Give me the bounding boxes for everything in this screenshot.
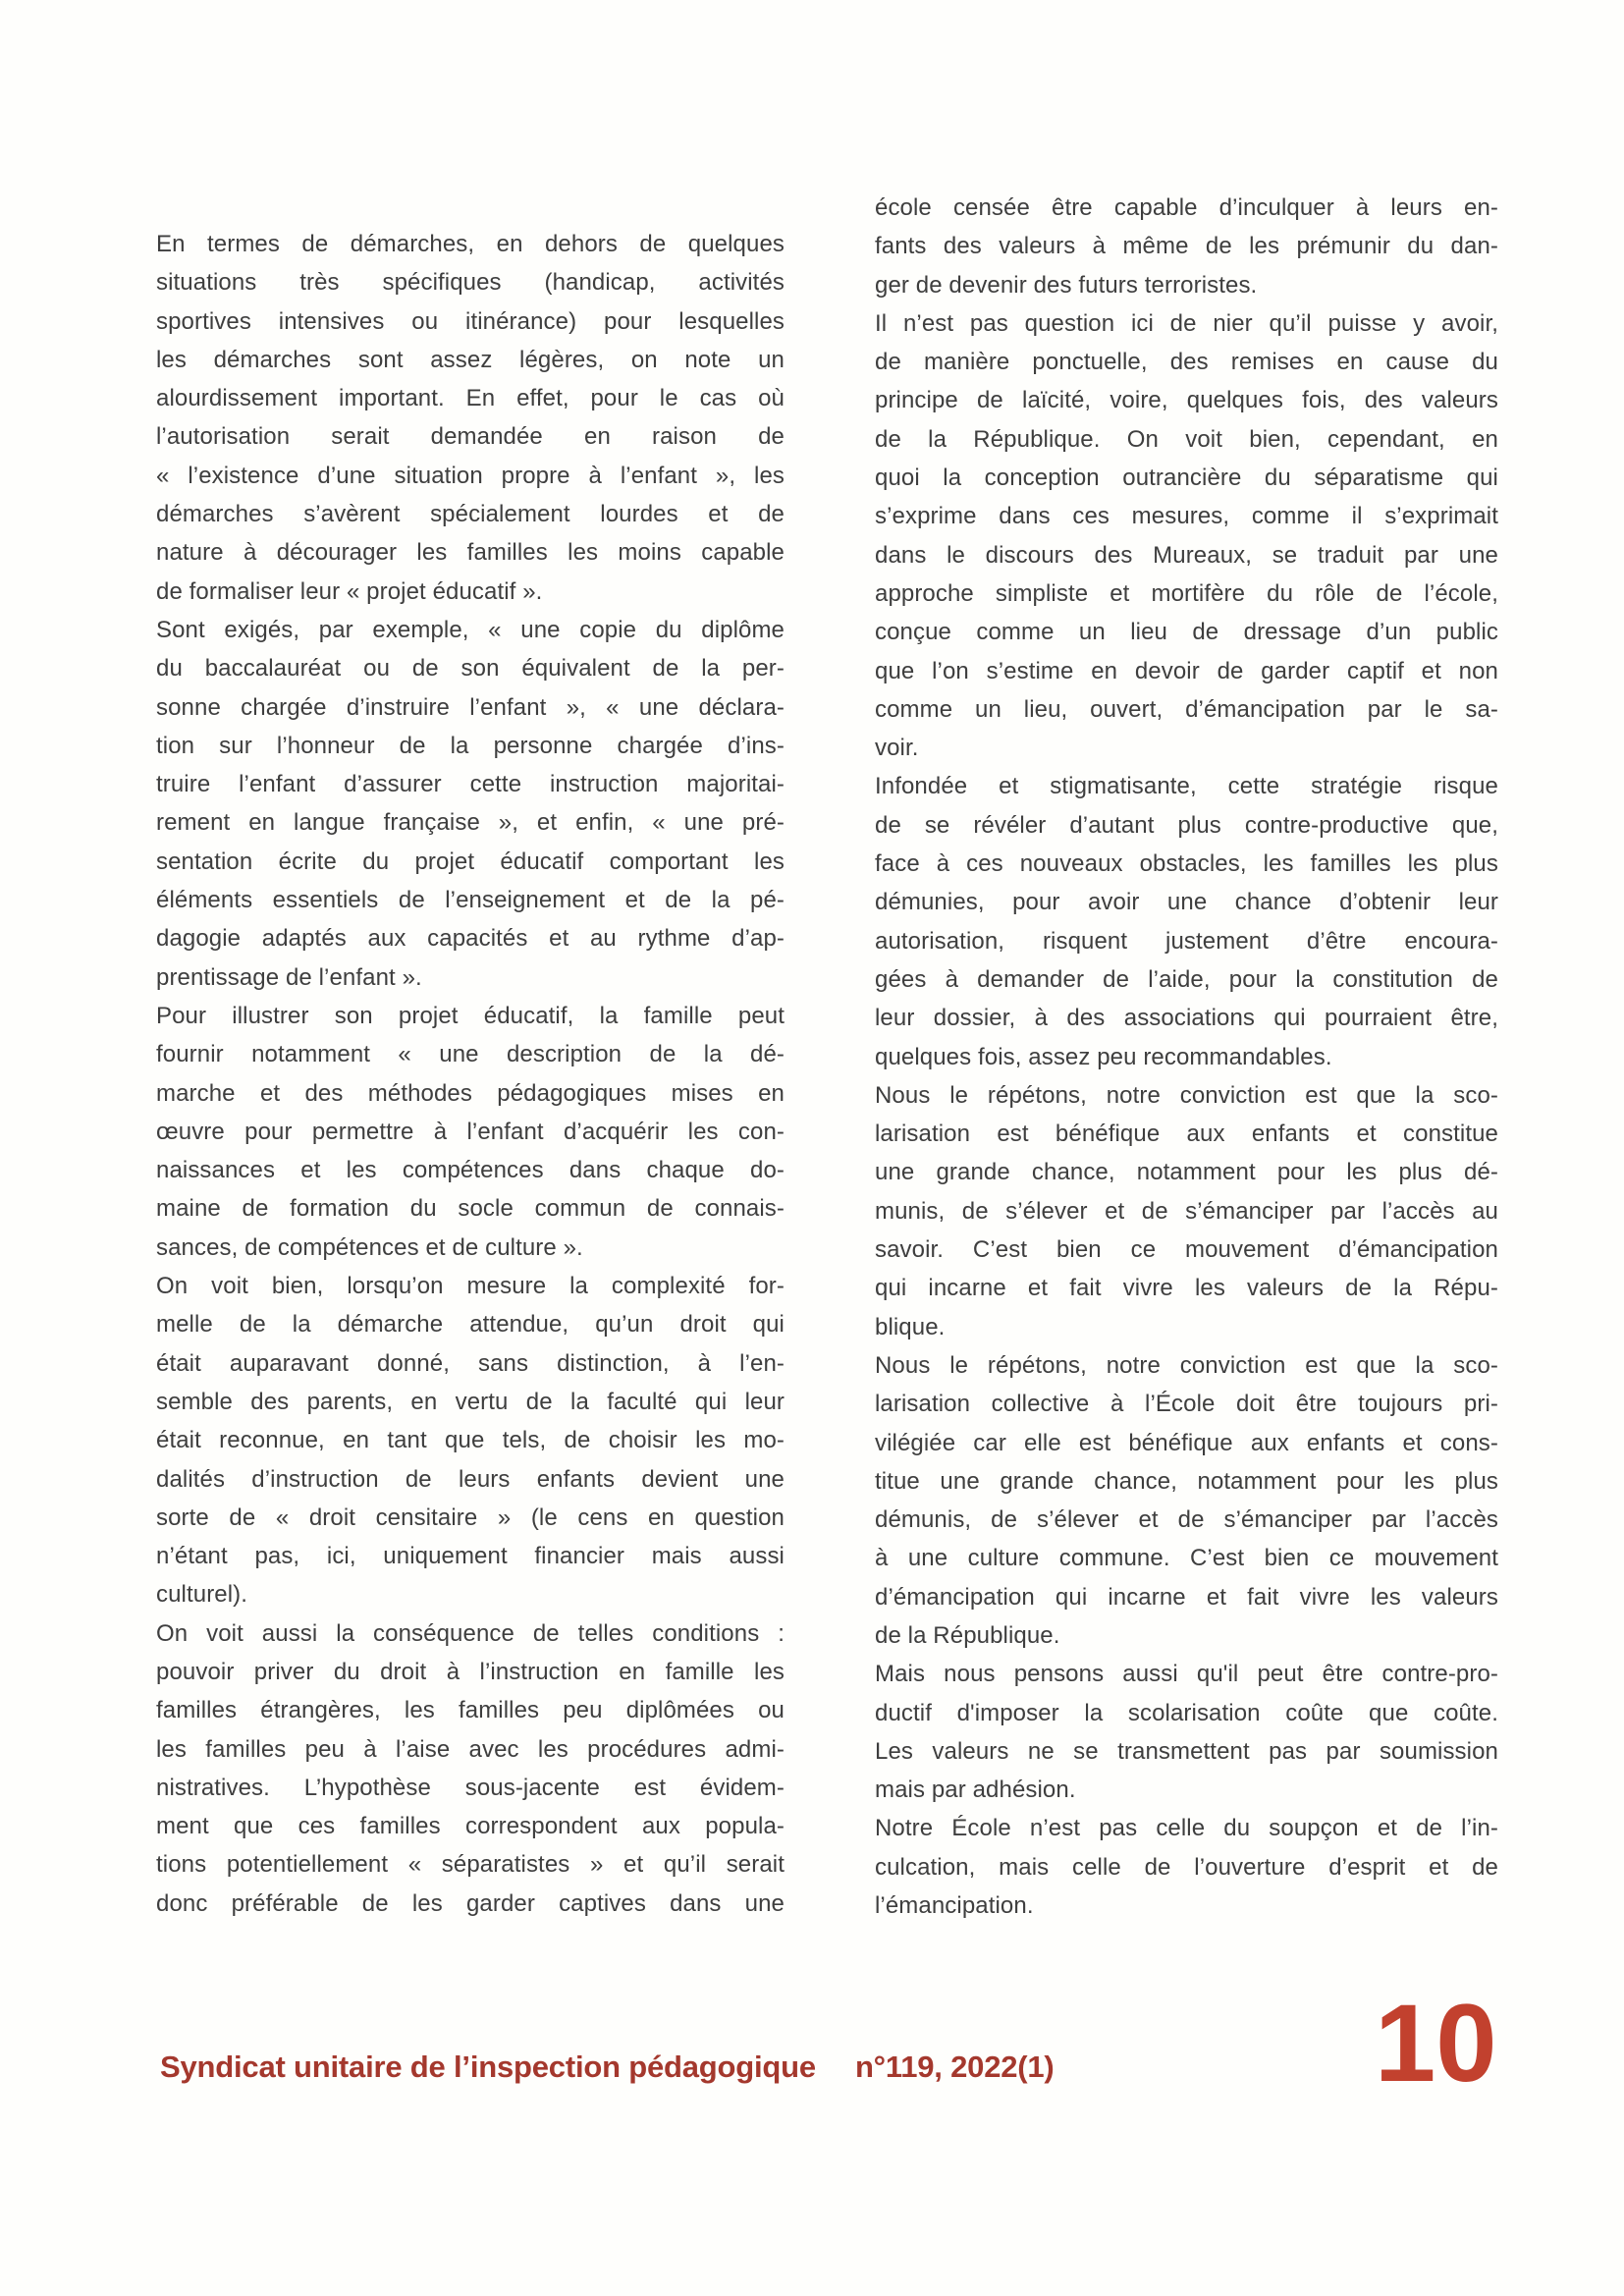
text-line: approche simpliste et mortifère du rôle de l’école, — [875, 579, 1498, 607]
text-line: pouvoir priver du droit à l’instruction en famille les — [156, 1658, 785, 1685]
text-line: comme un lieu, ouvert, d’émancipation par le sa- — [875, 695, 1498, 723]
text-line: On voit aussi la conséquence de telles conditions : — [156, 1619, 785, 1647]
text-line: de formaliser leur « projet éducatif ». — [156, 577, 543, 605]
text-line: dans le discours des Mureaux, se traduit par une — [875, 541, 1498, 569]
text-line: face à ces nouveaux obstacles, les familles les plus — [875, 850, 1498, 878]
text-line: titue une grande chance, notamment pour les plus — [875, 1467, 1498, 1495]
text-line: dalités d’instruction de leurs enfants devient une — [156, 1465, 785, 1493]
text-line: larisation collective à l’École doit être toujours pri- — [875, 1391, 1498, 1418]
text-line: du baccalauréat ou de son équivalent de la per- — [156, 655, 785, 683]
text-line: autorisation, risquent justement d’être encoura- — [875, 927, 1498, 955]
text-line: démarches s’avèrent spécialement lourdes et de — [156, 501, 785, 528]
text-line: que l’on s’estime en devoir de garder captif et non — [875, 657, 1498, 684]
text-line: était auparavant donné, sans distinction, à l’en- — [156, 1349, 785, 1377]
text-line: Les valeurs ne se transmettent pas par soumission — [875, 1737, 1498, 1765]
text-line: sportives intensives ou itinérance) pour lesquelles — [156, 307, 785, 335]
text-line: sances, de compétences et de culture ». — [156, 1233, 583, 1261]
left-text-column — [156, 225, 785, 1923]
footer-publication-title: Syndicat unitaire de l’inspection pédagogique — [160, 2050, 816, 2084]
text-line: Notre École n’est pas celle du soupçon et de l’in- — [875, 1815, 1498, 1842]
text-line: naissances et les compétences dans chaque do- — [156, 1157, 785, 1184]
text-line: nistratives. L’hypothèse sous-jacente est évidem- — [156, 1774, 785, 1801]
text-line: démunis, de s’élever et de s’émanciper par l’accès — [875, 1506, 1498, 1534]
text-line: qui incarne et fait vivre les valeurs de la Répu- — [875, 1275, 1498, 1302]
text-line: principe de laïcité, voire, quelques fois, des valeurs — [875, 387, 1498, 414]
text-line: fournir notamment « une description de la dé- — [156, 1041, 785, 1068]
text-line: familles étrangères, les familles peu diplômées ou — [156, 1697, 785, 1724]
text-line: école censée être capable d’inculquer à leurs en- — [875, 194, 1498, 221]
text-line: de la République. — [875, 1621, 1060, 1649]
text-line: mais par adhésion. — [875, 1777, 1076, 1804]
text-line: Il n’est pas question ici de nier qu’il puisse y avoir, — [875, 309, 1498, 337]
text-line: maine de formation du socle commun de connais- — [156, 1195, 785, 1223]
text-line: sorte de « droit censitaire » (le cens en question — [156, 1503, 785, 1531]
page-number: 10 — [1375, 1982, 1497, 2105]
text-line: les familles peu à l’aise avec les procédures admi- — [156, 1735, 785, 1763]
text-line: à une culture commune. C’est bien ce mouvement — [875, 1545, 1498, 1572]
text-line: dagogie adaptés aux capacités et au rythme d’ap- — [156, 925, 785, 953]
text-line: Infondée et stigmatisante, cette stratégie risque — [875, 773, 1498, 800]
text-line: une grande chance, notamment pour les plus dé- — [875, 1159, 1498, 1186]
text-line: nature à décourager les familles les moins capable — [156, 539, 785, 567]
text-line: de la République. On voit bien, cependant, en — [875, 425, 1498, 453]
text-line: En termes de démarches, en dehors de quelques — [156, 231, 785, 257]
text-line: quelques fois, assez peu recommandables. — [875, 1043, 1332, 1070]
text-line: savoir. C’est bien ce mouvement d’émancipation — [875, 1236, 1498, 1264]
text-line: Mais nous pensons aussi qu'il peut être contre-pro- — [875, 1661, 1498, 1688]
text-line: larisation est bénéfique aux enfants et constitue — [875, 1121, 1498, 1148]
text-line: alourdissement important. En effet, pour le cas où — [156, 385, 785, 412]
text-line: œuvre pour permettre à l’enfant d’acquérir les con- — [156, 1118, 785, 1145]
text-line: tions potentiellement « séparatistes » et qu’il serait — [156, 1851, 785, 1879]
text-line: quoi la conception outrancière du séparatisme qui — [875, 465, 1498, 492]
text-line: de se révéler d’autant plus contre-productive que, — [875, 811, 1498, 839]
text-line: l’émancipation. — [875, 1892, 1034, 1920]
text-line: ment que ces familles correspondent aux popula- — [156, 1813, 785, 1840]
text-line: sentation écrite du projet éducatif comportant les — [156, 847, 785, 875]
text-line: vilégiée car elle est bénéfique aux enfants et cons- — [875, 1429, 1498, 1456]
text-line: « l’existence d’une situation propre à l’enfant », les — [156, 462, 785, 489]
text-line: ger de devenir des futurs terroristes. — [875, 271, 1258, 299]
text-line: Sont exigés, par exemple, « une copie du diplôme — [156, 616, 785, 643]
right-text-column — [875, 189, 1498, 1925]
text-line: rement en langue française », et enfin, « une pré- — [156, 809, 785, 837]
text-line: voir. — [875, 735, 919, 762]
text-line: culturel). — [156, 1581, 248, 1609]
text-line: semble des parents, en vertu de la faculté qui leur — [156, 1388, 785, 1415]
text-line: marche et des méthodes pédagogiques mises en — [156, 1079, 785, 1107]
text-line: ductif d'imposer la scolarisation coûte que coûte. — [875, 1699, 1498, 1726]
text-line: On voit bien, lorsqu’on mesure la complexité for- — [156, 1273, 785, 1300]
text-line: culcation, mais celle de l’ouverture d’esprit et de — [875, 1853, 1498, 1881]
text-line: situations très spécifiques (handicap, activités — [156, 269, 785, 297]
text-line: les démarches sont assez légères, on note un — [156, 346, 785, 373]
text-line: n’étant pas, ici, uniquement financier mais aussi — [156, 1543, 785, 1570]
text-line: leur dossier, à des associations qui pourraient être, — [875, 1005, 1498, 1032]
text-line: gées à demander de l’aide, pour la constitution de — [875, 965, 1498, 993]
text-line: munis, de s’élever et de s’émanciper par l’accès au — [875, 1197, 1498, 1225]
text-line: de manière ponctuelle, des remises en cause du — [875, 349, 1498, 376]
text-line: était reconnue, en tant que tels, de choisir les mo- — [156, 1427, 785, 1454]
text-line: d’émancipation qui incarne et fait vivre les valeurs — [875, 1583, 1498, 1611]
footer-issue-number: n°119, 2022(1) — [854, 2050, 1055, 2084]
text-line: blique. — [875, 1313, 946, 1340]
text-line: démunies, pour avoir une chance d’obtenir leur — [875, 889, 1498, 916]
text-line: melle de la démarche attendue, qu’un droit qui — [156, 1311, 785, 1339]
text-line: prentissage de l’enfant ». — [156, 963, 422, 991]
text-line: tion sur l’honneur de la personne chargée d’ins- — [156, 732, 785, 759]
footer — [160, 2048, 1055, 2087]
text-line: Nous le répétons, notre conviction est que la sco- — [875, 1351, 1498, 1379]
text-line: Pour illustrer son projet éducatif, la famille peut — [156, 1002, 785, 1029]
text-line: sonne chargée d’instruire l’enfant », « une déclara- — [156, 693, 785, 721]
text-line: fants des valeurs à même de les prémunir du dan- — [875, 233, 1498, 260]
text-line: l’autorisation serait demandée en raison de — [156, 423, 785, 451]
text-line: éléments essentiels de l’enseignement et de la pé- — [156, 887, 785, 914]
text-line: s’exprime dans ces mesures, comme il s’exprimait — [875, 503, 1498, 530]
text-line: truire l’enfant d’assurer cette instruction majoritai- — [156, 771, 785, 798]
text-line: Nous le répétons, notre conviction est que la sco- — [875, 1081, 1498, 1109]
text-line: conçue comme un lieu de dressage d’un public — [875, 619, 1498, 646]
text-line: donc préférable de les garder captives dans une — [156, 1889, 785, 1917]
